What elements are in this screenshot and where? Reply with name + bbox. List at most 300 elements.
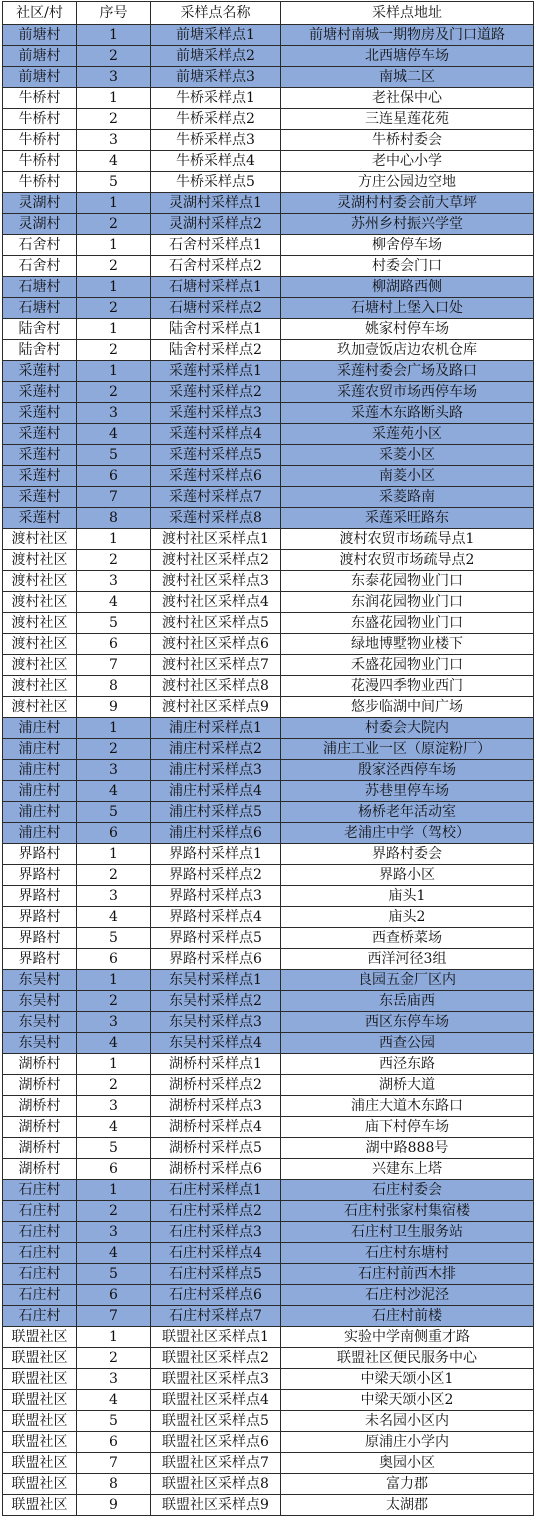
cell-point-name: 石庄村采样点2 bbox=[151, 1201, 281, 1222]
cell-index: 1 bbox=[77, 1327, 151, 1348]
cell-point-address: 采莲苑小区 bbox=[281, 424, 534, 445]
cell-point-name: 界路村采样点2 bbox=[151, 865, 281, 886]
cell-index: 8 bbox=[77, 676, 151, 697]
cell-index: 3 bbox=[77, 886, 151, 907]
cell-index: 6 bbox=[77, 1432, 151, 1453]
cell-point-address: 老社保中心 bbox=[281, 88, 534, 109]
cell-index: 9 bbox=[77, 697, 151, 718]
cell-point-address: 老浦庄中学（驾校） bbox=[281, 823, 534, 844]
table-row bbox=[3, 1432, 534, 1453]
cell-community: 前塘村 bbox=[3, 46, 77, 67]
cell-point-name: 采莲村采样点7 bbox=[151, 487, 281, 508]
cell-point-name: 浦庄村采样点5 bbox=[151, 802, 281, 823]
cell-community: 渡村社区 bbox=[3, 529, 77, 550]
cell-index: 5 bbox=[77, 172, 151, 193]
cell-point-name: 渡村社区采样点4 bbox=[151, 592, 281, 613]
cell-community: 渡村社区 bbox=[3, 697, 77, 718]
header-row bbox=[3, 2, 534, 25]
cell-community: 界路村 bbox=[3, 886, 77, 907]
cell-community: 浦庄村 bbox=[3, 718, 77, 739]
cell-index: 1 bbox=[77, 529, 151, 550]
table-row bbox=[3, 760, 534, 781]
cell-point-address: 灵湖村村委会前大草坪 bbox=[281, 193, 534, 214]
cell-community: 湖桥村 bbox=[3, 1159, 77, 1180]
cell-point-address: 石庄村沙泥泾 bbox=[281, 1285, 534, 1306]
cell-community: 浦庄村 bbox=[3, 823, 77, 844]
table-row bbox=[3, 865, 534, 886]
cell-community: 牛桥村 bbox=[3, 130, 77, 151]
table-row bbox=[3, 382, 534, 403]
cell-community: 联盟社区 bbox=[3, 1327, 77, 1348]
table-row bbox=[3, 1054, 534, 1075]
cell-point-address: 悠步临湖中间广场 bbox=[281, 697, 534, 718]
cell-index: 4 bbox=[77, 907, 151, 928]
table-row bbox=[3, 403, 534, 424]
header-index: 序号 bbox=[77, 2, 151, 25]
cell-index: 7 bbox=[77, 655, 151, 676]
cell-index: 1 bbox=[77, 88, 151, 109]
cell-point-name: 浦庄村采样点1 bbox=[151, 718, 281, 739]
cell-index: 4 bbox=[77, 592, 151, 613]
cell-point-name: 渡村社区采样点3 bbox=[151, 571, 281, 592]
cell-community: 联盟社区 bbox=[3, 1348, 77, 1369]
cell-point-address: 界路小区 bbox=[281, 865, 534, 886]
table-row bbox=[3, 130, 534, 151]
cell-point-address: 中梁天颂小区2 bbox=[281, 1390, 534, 1411]
cell-point-name: 浦庄村采样点4 bbox=[151, 781, 281, 802]
cell-point-address: 花漫四季物业西门 bbox=[281, 676, 534, 697]
cell-community: 界路村 bbox=[3, 949, 77, 970]
cell-point-name: 湖桥村采样点3 bbox=[151, 1096, 281, 1117]
cell-index: 3 bbox=[77, 1369, 151, 1390]
table-row bbox=[3, 970, 534, 991]
cell-point-name: 联盟社区采样点8 bbox=[151, 1474, 281, 1495]
cell-point-name: 联盟社区采样点3 bbox=[151, 1369, 281, 1390]
cell-point-address: 浦庄工业一区（原淀粉厂） bbox=[281, 739, 534, 760]
cell-community: 陆舍村 bbox=[3, 340, 77, 361]
cell-point-name: 湖桥村采样点1 bbox=[151, 1054, 281, 1075]
table-row bbox=[3, 739, 534, 760]
table-row bbox=[3, 1495, 534, 1516]
table-row bbox=[3, 319, 534, 340]
cell-point-name: 联盟社区采样点2 bbox=[151, 1348, 281, 1369]
cell-point-address: 渡村农贸市场疏导点1 bbox=[281, 529, 534, 550]
cell-index: 2 bbox=[77, 739, 151, 760]
cell-point-address: 浦庄大道木东路口 bbox=[281, 1096, 534, 1117]
cell-point-address: 石庄村张家村集宿楼 bbox=[281, 1201, 534, 1222]
table-row bbox=[3, 1180, 534, 1201]
table-row bbox=[3, 445, 534, 466]
cell-point-name: 采莲村采样点1 bbox=[151, 361, 281, 382]
cell-community: 渡村社区 bbox=[3, 634, 77, 655]
cell-point-name: 渡村社区采样点5 bbox=[151, 613, 281, 634]
cell-index: 3 bbox=[77, 1012, 151, 1033]
cell-index: 5 bbox=[77, 1138, 151, 1159]
table-row bbox=[3, 1222, 534, 1243]
cell-index: 2 bbox=[77, 298, 151, 319]
cell-point-address: 东泰花园物业门口 bbox=[281, 571, 534, 592]
cell-index: 4 bbox=[77, 424, 151, 445]
cell-community: 采莲村 bbox=[3, 382, 77, 403]
table-row bbox=[3, 1306, 534, 1327]
cell-point-address: 石庄村前楼 bbox=[281, 1306, 534, 1327]
cell-point-name: 渡村社区采样点1 bbox=[151, 529, 281, 550]
cell-index: 1 bbox=[77, 193, 151, 214]
cell-point-address: 方庄公园边空地 bbox=[281, 172, 534, 193]
cell-index: 3 bbox=[77, 130, 151, 151]
cell-index: 8 bbox=[77, 1474, 151, 1495]
cell-point-name: 灵湖村采样点1 bbox=[151, 193, 281, 214]
cell-index: 4 bbox=[77, 781, 151, 802]
cell-index: 1 bbox=[77, 1180, 151, 1201]
cell-point-name: 采莲村采样点6 bbox=[151, 466, 281, 487]
cell-point-name: 石庄村采样点3 bbox=[151, 1222, 281, 1243]
table-row bbox=[3, 1390, 534, 1411]
cell-point-name: 石舍村采样点2 bbox=[151, 256, 281, 277]
cell-index: 3 bbox=[77, 67, 151, 88]
cell-point-name: 东吴村采样点1 bbox=[151, 970, 281, 991]
cell-community: 灵湖村 bbox=[3, 214, 77, 235]
cell-community: 采莲村 bbox=[3, 445, 77, 466]
cell-point-address: 东岳庙西 bbox=[281, 991, 534, 1012]
cell-point-address: 西洋河径3组 bbox=[281, 949, 534, 970]
table-row bbox=[3, 1243, 534, 1264]
cell-community: 联盟社区 bbox=[3, 1432, 77, 1453]
header-community: 社区/村 bbox=[3, 2, 77, 25]
cell-point-name: 湖桥村采样点6 bbox=[151, 1159, 281, 1180]
table-row bbox=[3, 1159, 534, 1180]
cell-point-name: 石庄村采样点5 bbox=[151, 1264, 281, 1285]
cell-index: 6 bbox=[77, 634, 151, 655]
cell-point-address: 苏巷里停车场 bbox=[281, 781, 534, 802]
cell-index: 9 bbox=[77, 1495, 151, 1516]
cell-point-address: 实验中学南侧重才路 bbox=[281, 1327, 534, 1348]
table-row bbox=[3, 550, 534, 571]
cell-index: 5 bbox=[77, 1411, 151, 1432]
cell-point-name: 灵湖村采样点2 bbox=[151, 214, 281, 235]
cell-point-name: 石庄村采样点1 bbox=[151, 1180, 281, 1201]
cell-index: 6 bbox=[77, 1285, 151, 1306]
cell-community: 联盟社区 bbox=[3, 1369, 77, 1390]
table-row bbox=[3, 1075, 534, 1096]
cell-index: 4 bbox=[77, 1390, 151, 1411]
cell-community: 牛桥村 bbox=[3, 88, 77, 109]
cell-index: 1 bbox=[77, 235, 151, 256]
cell-community: 界路村 bbox=[3, 928, 77, 949]
cell-point-name: 前塘采样点3 bbox=[151, 67, 281, 88]
cell-point-name: 界路村采样点3 bbox=[151, 886, 281, 907]
table-row bbox=[3, 1411, 534, 1432]
cell-community: 浦庄村 bbox=[3, 781, 77, 802]
table-row bbox=[3, 508, 534, 529]
cell-community: 陆舍村 bbox=[3, 319, 77, 340]
cell-point-name: 界路村采样点6 bbox=[151, 949, 281, 970]
cell-point-address: 采莲农贸市场西停车场 bbox=[281, 382, 534, 403]
cell-index: 4 bbox=[77, 1033, 151, 1054]
cell-index: 5 bbox=[77, 445, 151, 466]
cell-community: 渡村社区 bbox=[3, 613, 77, 634]
cell-point-address: 石庄村卫生服务站 bbox=[281, 1222, 534, 1243]
cell-point-address: 原浦庄小学内 bbox=[281, 1432, 534, 1453]
cell-point-name: 渡村社区采样点7 bbox=[151, 655, 281, 676]
cell-community: 联盟社区 bbox=[3, 1453, 77, 1474]
cell-index: 1 bbox=[77, 277, 151, 298]
table-row bbox=[3, 886, 534, 907]
cell-point-name: 界路村采样点5 bbox=[151, 928, 281, 949]
cell-point-name: 湖桥村采样点2 bbox=[151, 1075, 281, 1096]
cell-index: 2 bbox=[77, 382, 151, 403]
cell-point-name: 渡村社区采样点9 bbox=[151, 697, 281, 718]
table-row bbox=[3, 193, 534, 214]
cell-point-name: 前塘采样点1 bbox=[151, 25, 281, 46]
cell-index: 3 bbox=[77, 1096, 151, 1117]
cell-point-address: 禾盛花园物业门口 bbox=[281, 655, 534, 676]
cell-point-name: 陆舍村采样点1 bbox=[151, 319, 281, 340]
cell-point-address: 庙头2 bbox=[281, 907, 534, 928]
cell-index: 1 bbox=[77, 718, 151, 739]
cell-point-name: 采莲村采样点3 bbox=[151, 403, 281, 424]
cell-point-address: 苏州乡村振兴学堂 bbox=[281, 214, 534, 235]
cell-point-name: 石舍村采样点1 bbox=[151, 235, 281, 256]
cell-point-address: 西查桥菜场 bbox=[281, 928, 534, 949]
cell-community: 渡村社区 bbox=[3, 655, 77, 676]
cell-index: 3 bbox=[77, 571, 151, 592]
cell-community: 石庄村 bbox=[3, 1222, 77, 1243]
cell-community: 石庄村 bbox=[3, 1306, 77, 1327]
cell-point-address: 良园五金厂区内 bbox=[281, 970, 534, 991]
cell-point-address: 南菱小区 bbox=[281, 466, 534, 487]
cell-community: 浦庄村 bbox=[3, 739, 77, 760]
table-row bbox=[3, 802, 534, 823]
cell-point-name: 前塘采样点2 bbox=[151, 46, 281, 67]
cell-index: 2 bbox=[77, 1348, 151, 1369]
cell-index: 2 bbox=[77, 1075, 151, 1096]
cell-point-name: 牛桥采样点4 bbox=[151, 151, 281, 172]
cell-community: 东吴村 bbox=[3, 1012, 77, 1033]
table-row bbox=[3, 1453, 534, 1474]
cell-community: 湖桥村 bbox=[3, 1096, 77, 1117]
table-row bbox=[3, 1285, 534, 1306]
cell-index: 1 bbox=[77, 970, 151, 991]
cell-community: 联盟社区 bbox=[3, 1474, 77, 1495]
table-row bbox=[3, 109, 534, 130]
table-row bbox=[3, 697, 534, 718]
cell-index: 7 bbox=[77, 1453, 151, 1474]
cell-community: 渡村社区 bbox=[3, 676, 77, 697]
table-row bbox=[3, 1201, 534, 1222]
cell-community: 湖桥村 bbox=[3, 1054, 77, 1075]
cell-index: 1 bbox=[77, 361, 151, 382]
cell-point-address: 东盛花园物业门口 bbox=[281, 613, 534, 634]
table-row bbox=[3, 256, 534, 277]
cell-index: 2 bbox=[77, 256, 151, 277]
table-row bbox=[3, 424, 534, 445]
cell-point-name: 东吴村采样点4 bbox=[151, 1033, 281, 1054]
table-row bbox=[3, 1138, 534, 1159]
cell-point-name: 牛桥采样点1 bbox=[151, 88, 281, 109]
cell-index: 2 bbox=[77, 1201, 151, 1222]
cell-index: 6 bbox=[77, 1159, 151, 1180]
cell-point-name: 渡村社区采样点2 bbox=[151, 550, 281, 571]
table-row bbox=[3, 676, 534, 697]
table-header bbox=[3, 2, 534, 25]
table-row bbox=[3, 844, 534, 865]
cell-index: 1 bbox=[77, 319, 151, 340]
cell-community: 前塘村 bbox=[3, 25, 77, 46]
cell-index: 1 bbox=[77, 25, 151, 46]
cell-point-address: 采莲村委会广场及路口 bbox=[281, 361, 534, 382]
cell-index: 2 bbox=[77, 991, 151, 1012]
cell-community: 渡村社区 bbox=[3, 571, 77, 592]
cell-community: 界路村 bbox=[3, 907, 77, 928]
cell-point-address: 前塘村南城一期物房及门口道路 bbox=[281, 25, 534, 46]
table-row bbox=[3, 1012, 534, 1033]
cell-community: 采莲村 bbox=[3, 508, 77, 529]
cell-index: 3 bbox=[77, 760, 151, 781]
cell-community: 石庄村 bbox=[3, 1285, 77, 1306]
cell-point-address: 柳舍停车场 bbox=[281, 235, 534, 256]
cell-community: 采莲村 bbox=[3, 361, 77, 382]
cell-point-address: 姚家村停车场 bbox=[281, 319, 534, 340]
cell-community: 灵湖村 bbox=[3, 193, 77, 214]
cell-point-address: 界路村委会 bbox=[281, 844, 534, 865]
table-row bbox=[3, 1348, 534, 1369]
cell-index: 6 bbox=[77, 823, 151, 844]
cell-point-address: 村委会门口 bbox=[281, 256, 534, 277]
table-row bbox=[3, 613, 534, 634]
cell-community: 牛桥村 bbox=[3, 172, 77, 193]
cell-community: 前塘村 bbox=[3, 67, 77, 88]
cell-index: 2 bbox=[77, 865, 151, 886]
table-row bbox=[3, 907, 534, 928]
cell-community: 采莲村 bbox=[3, 403, 77, 424]
cell-point-name: 湖桥村采样点4 bbox=[151, 1117, 281, 1138]
cell-point-address: 未名园小区内 bbox=[281, 1411, 534, 1432]
cell-point-name: 联盟社区采样点6 bbox=[151, 1432, 281, 1453]
cell-index: 4 bbox=[77, 1117, 151, 1138]
cell-point-name: 联盟社区采样点7 bbox=[151, 1453, 281, 1474]
cell-index: 5 bbox=[77, 802, 151, 823]
cell-point-name: 采莲村采样点5 bbox=[151, 445, 281, 466]
cell-point-address: 南城二区 bbox=[281, 67, 534, 88]
cell-point-address: 中梁天颂小区1 bbox=[281, 1369, 534, 1390]
cell-index: 3 bbox=[77, 1222, 151, 1243]
cell-point-address: 庙下村停车场 bbox=[281, 1117, 534, 1138]
cell-index: 5 bbox=[77, 613, 151, 634]
cell-community: 联盟社区 bbox=[3, 1390, 77, 1411]
cell-point-address: 采莲木东路断头路 bbox=[281, 403, 534, 424]
cell-point-name: 石塘村采样点2 bbox=[151, 298, 281, 319]
cell-index: 2 bbox=[77, 109, 151, 130]
cell-community: 东吴村 bbox=[3, 970, 77, 991]
table-row bbox=[3, 466, 534, 487]
cell-point-name: 渡村社区采样点8 bbox=[151, 676, 281, 697]
cell-index: 1 bbox=[77, 844, 151, 865]
cell-point-name: 石庄村采样点4 bbox=[151, 1243, 281, 1264]
cell-community: 石庄村 bbox=[3, 1264, 77, 1285]
cell-index: 4 bbox=[77, 151, 151, 172]
cell-community: 浦庄村 bbox=[3, 802, 77, 823]
table-row bbox=[3, 1327, 534, 1348]
cell-point-name: 浦庄村采样点2 bbox=[151, 739, 281, 760]
cell-point-name: 界路村采样点1 bbox=[151, 844, 281, 865]
cell-point-name: 渡村社区采样点6 bbox=[151, 634, 281, 655]
cell-point-address: 牛桥村委会 bbox=[281, 130, 534, 151]
cell-community: 湖桥村 bbox=[3, 1117, 77, 1138]
table-row bbox=[3, 298, 534, 319]
table-row bbox=[3, 1264, 534, 1285]
cell-point-name: 牛桥采样点5 bbox=[151, 172, 281, 193]
table-row bbox=[3, 823, 534, 844]
table-row bbox=[3, 991, 534, 1012]
table-row bbox=[3, 25, 534, 46]
cell-community: 石塘村 bbox=[3, 298, 77, 319]
cell-point-address: 西查公园 bbox=[281, 1033, 534, 1054]
cell-point-address: 西泾东路 bbox=[281, 1054, 534, 1075]
table-row bbox=[3, 151, 534, 172]
table-row bbox=[3, 88, 534, 109]
cell-community: 界路村 bbox=[3, 844, 77, 865]
cell-community: 采莲村 bbox=[3, 424, 77, 445]
cell-community: 渡村社区 bbox=[3, 592, 77, 613]
table-row bbox=[3, 1474, 534, 1495]
cell-community: 浦庄村 bbox=[3, 760, 77, 781]
cell-index: 7 bbox=[77, 487, 151, 508]
cell-point-address: 采莲采旺路东 bbox=[281, 508, 534, 529]
table-row bbox=[3, 634, 534, 655]
cell-point-address: 富力郡 bbox=[281, 1474, 534, 1495]
cell-point-name: 石庄村采样点7 bbox=[151, 1306, 281, 1327]
cell-community: 石舍村 bbox=[3, 256, 77, 277]
cell-point-address: 渡村农贸市场疏导点2 bbox=[281, 550, 534, 571]
cell-point-name: 联盟社区采样点4 bbox=[151, 1390, 281, 1411]
cell-community: 石塘村 bbox=[3, 277, 77, 298]
table-row bbox=[3, 67, 534, 88]
table-row bbox=[3, 571, 534, 592]
cell-point-address: 西区东停车场 bbox=[281, 1012, 534, 1033]
table-row bbox=[3, 214, 534, 235]
cell-index: 1 bbox=[77, 1054, 151, 1075]
table-row bbox=[3, 487, 534, 508]
table-row bbox=[3, 340, 534, 361]
cell-point-name: 采莲村采样点8 bbox=[151, 508, 281, 529]
cell-community: 湖桥村 bbox=[3, 1138, 77, 1159]
cell-point-address: 殷家泾西停车场 bbox=[281, 760, 534, 781]
cell-point-address: 采菱路南 bbox=[281, 487, 534, 508]
cell-community: 牛桥村 bbox=[3, 109, 77, 130]
cell-point-address: 石庄村东塘村 bbox=[281, 1243, 534, 1264]
cell-community: 石庄村 bbox=[3, 1243, 77, 1264]
cell-point-address: 采菱小区 bbox=[281, 445, 534, 466]
cell-point-name: 浦庄村采样点3 bbox=[151, 760, 281, 781]
cell-point-address: 湖桥大道 bbox=[281, 1075, 534, 1096]
cell-point-name: 石塘村采样点1 bbox=[151, 277, 281, 298]
cell-point-address: 联盟社区便民服务中心 bbox=[281, 1348, 534, 1369]
cell-community: 石庄村 bbox=[3, 1201, 77, 1222]
cell-point-name: 采莲村采样点4 bbox=[151, 424, 281, 445]
table-row bbox=[3, 1096, 534, 1117]
cell-point-address: 兴建东上塔 bbox=[281, 1159, 534, 1180]
cell-point-address: 柳湖路西侧 bbox=[281, 277, 534, 298]
cell-point-name: 联盟社区采样点1 bbox=[151, 1327, 281, 1348]
table-row bbox=[3, 529, 534, 550]
cell-index: 2 bbox=[77, 550, 151, 571]
cell-index: 6 bbox=[77, 466, 151, 487]
cell-point-name: 湖桥村采样点5 bbox=[151, 1138, 281, 1159]
cell-point-address: 村委会大院内 bbox=[281, 718, 534, 739]
cell-point-name: 浦庄村采样点6 bbox=[151, 823, 281, 844]
cell-index: 5 bbox=[77, 1264, 151, 1285]
